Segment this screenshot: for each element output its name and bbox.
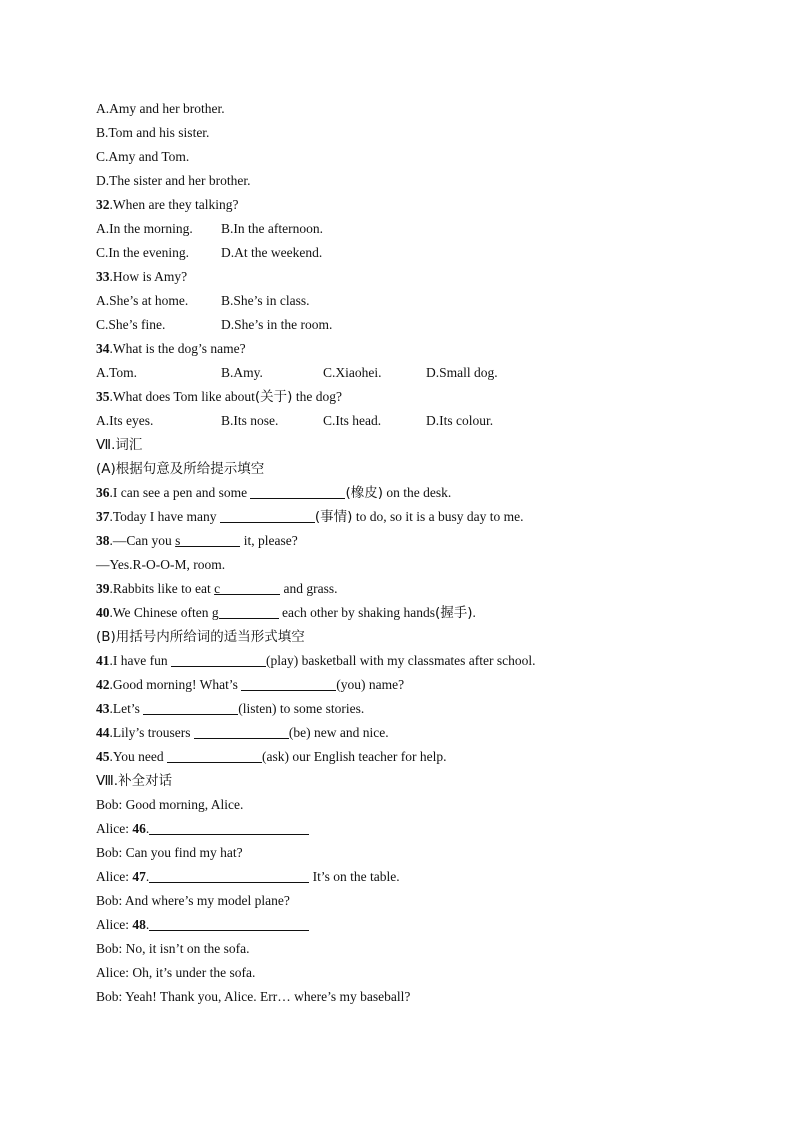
q35-options: [96, 409, 716, 433]
q33-options-row1: [96, 289, 716, 313]
q31-option-d: D.The sister and her brother.: [96, 173, 251, 188]
worksheet-page: [96, 97, 716, 1009]
dialog-line-5: Bob: And where’s my model plane?: [96, 893, 290, 908]
q44: 44.Lily’s trousers (be) new and nice.: [96, 725, 389, 740]
q35-option-d: D.Its colour.: [426, 413, 494, 428]
q31-option-b: B.Tom and his sister.: [96, 125, 210, 140]
q32-number: 32: [96, 197, 110, 212]
q32-option-d: D.At the weekend.: [221, 245, 323, 260]
q46-answer-blank[interactable]: [149, 819, 309, 835]
q43-answer-blank[interactable]: [143, 699, 238, 715]
q33-option-c: C.She’s fine.: [96, 317, 166, 332]
section-8-title: Ⅷ.补全对话: [96, 773, 173, 789]
q32-option-b: B.In the afternoon.: [221, 221, 323, 236]
q32-options-row1: [96, 217, 716, 241]
q36: 36.I can see a pen and some (橡皮) on the desk.: [96, 485, 452, 501]
q40: 40.We Chinese often g each other by shaking hands(握手).: [96, 605, 476, 621]
q33-stem: 33.How is Amy?: [96, 269, 188, 284]
q32-options-row2: [96, 241, 716, 265]
q31-option-c: C.Amy and Tom.: [96, 149, 190, 164]
q34-option-d: D.Small dog.: [426, 365, 498, 380]
dialog-line-6: Alice: 48.: [96, 913, 716, 937]
q33-options-row2: [96, 313, 716, 337]
q38-answer-blank[interactable]: [180, 531, 240, 547]
q35-option-a: A.Its eyes.: [96, 413, 154, 428]
q41: 41.I have fun (play) basketball with my classmates after school.: [96, 653, 536, 668]
q43: 43.Let’s (listen) to some stories.: [96, 701, 365, 716]
q32-option-a: A.In the morning.: [96, 221, 193, 236]
q47-answer-blank[interactable]: [149, 867, 309, 883]
dialog-line-3: Bob: Can you find my hat?: [96, 845, 243, 860]
part-a-title: (A)根据句意及所给提示填空: [96, 461, 265, 477]
q38-reply: —Yes.R-O-O-M, room.: [96, 557, 226, 572]
q42: 42.Good morning! What’s (you) name?: [96, 677, 405, 692]
q31-option-a: A.Amy and her brother.: [96, 101, 225, 116]
dialog-line-4: Alice: 47. It’s on the table.: [96, 869, 400, 884]
q41-answer-blank[interactable]: [171, 651, 266, 667]
q34-option-c: C.Xiaohei.: [323, 365, 382, 380]
dialog-line-9: Bob: Yeah! Thank you, Alice. Err… where’s my baseball?: [96, 989, 411, 1004]
part-b-title: (B)用括号内所给词的适当形式填空: [96, 629, 305, 645]
q38: 38.—Can you s it, please?: [96, 533, 298, 548]
dialog-line-7: Bob: No, it isn’t on the sofa.: [96, 941, 250, 956]
q35-stem: 35.What does Tom like about(关于) the dog?: [96, 389, 342, 405]
q42-answer-blank[interactable]: [241, 675, 336, 691]
q37: 37.Today I have many (事情) to do, so it is a busy day to me.: [96, 509, 524, 525]
q34-stem: 34.What is the dog’s name?: [96, 341, 246, 356]
dialog-line-2: Alice: 46.: [96, 817, 716, 841]
q36-answer-blank[interactable]: [250, 483, 345, 499]
q33-option-b: B.She’s in class.: [221, 293, 310, 308]
q35-option-c: C.Its head.: [323, 413, 382, 428]
q32-stem: 32.When are they talking?: [96, 197, 239, 212]
q34-number: 34: [96, 341, 110, 356]
q34-option-b: B.Amy.: [221, 365, 263, 380]
q32-option-c: C.In the evening.: [96, 245, 189, 260]
q35-number: 35: [96, 389, 110, 404]
q34-option-a: A.Tom.: [96, 365, 138, 380]
q39-answer-blank[interactable]: [220, 579, 280, 595]
q40-answer-blank[interactable]: [219, 603, 279, 619]
q45-answer-blank[interactable]: [167, 747, 262, 763]
q37-answer-blank[interactable]: [220, 507, 315, 523]
section-7-title: Ⅶ.词汇: [96, 437, 143, 453]
q35-option-b: B.Its nose.: [221, 413, 279, 428]
q45: 45.You need (ask) our English teacher for help.: [96, 749, 447, 764]
q44-answer-blank[interactable]: [194, 723, 289, 739]
q39: 39.Rabbits like to eat c and grass.: [96, 581, 338, 596]
q33-option-a: A.She’s at home.: [96, 293, 189, 308]
q48-answer-blank[interactable]: [149, 915, 309, 931]
q34-options: [96, 361, 716, 385]
q33-number: 33: [96, 269, 110, 284]
q33-option-d: D.She’s in the room.: [221, 317, 333, 332]
dialog-line-8: Alice: Oh, it’s under the sofa.: [96, 965, 256, 980]
dialog-line-1: Bob: Good morning, Alice.: [96, 797, 244, 812]
